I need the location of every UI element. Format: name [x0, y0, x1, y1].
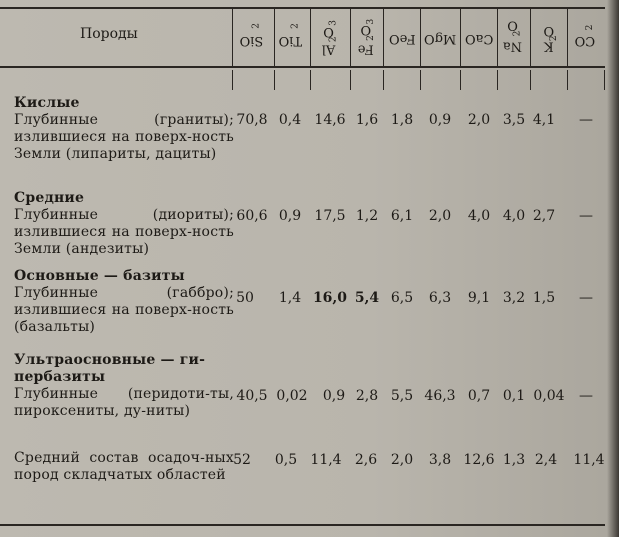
value-cell: 40,5 [236, 388, 268, 404]
value-cell: 2,0 [428, 208, 452, 224]
rock-group-title: Ультраосновные — ги-пербазиты [14, 352, 206, 385]
value-cell: 52 [233, 452, 251, 468]
col-header-cao: CaO [464, 30, 494, 46]
value-cell: 1,2 [355, 208, 379, 224]
value-cell: 16,0 [312, 290, 348, 306]
value-cell: 11,4 [573, 452, 605, 468]
value-cell: 46,3 [424, 388, 456, 404]
value-cell: 17,5 [314, 208, 346, 224]
value-cell: 6,3 [428, 290, 452, 306]
rock-column-header: Породы [80, 26, 138, 42]
value-cell: 6,1 [390, 208, 414, 224]
value-cell: 12,6 [463, 452, 495, 468]
value-cell: 1,4 [278, 290, 302, 306]
rock-group-desc: Глубинные (габбро); излившиеся на поверх-ность (базальты) [14, 285, 234, 335]
col-divider [460, 7, 461, 66]
value-cell: 11,4 [310, 452, 342, 468]
value-cell: 0,4 [278, 112, 302, 128]
col-divider [567, 7, 568, 66]
value-cell: 4,0 [467, 208, 491, 224]
column-tick [460, 70, 461, 90]
column-tick [232, 70, 233, 90]
col-header-k2o: $K_2O$ [543, 22, 559, 54]
value-cell: 0,1 [502, 388, 526, 404]
column-tick [274, 70, 275, 90]
value-cell: 0,9 [322, 388, 346, 404]
col-header-sio2: SiO$_2$ [239, 23, 264, 49]
value-cell: — [579, 290, 593, 306]
rock-row-ultrabasic [14, 352, 234, 420]
rock-row-acid [14, 95, 234, 163]
value-cell: 0,5 [274, 452, 298, 468]
column-tick [350, 70, 351, 90]
col-header-na2o: $Na_2O$ [503, 18, 523, 54]
column-tick [604, 70, 605, 90]
value-cell: 2,7 [532, 208, 556, 224]
value-cell: 70,8 [236, 112, 268, 128]
rock-group-title: Средние [14, 190, 85, 206]
value-cell: 3,8 [428, 452, 452, 468]
rock-group-desc: Средний состав осадоч-ных пород складчатых областей [14, 450, 234, 483]
value-cell: 2,0 [390, 452, 414, 468]
value-cell: 3,2 [502, 290, 526, 306]
col-divider [350, 7, 351, 66]
rock-group-desc: Глубинные (диориты); излившиеся на поверх-ность Земли (андезиты) [14, 207, 234, 257]
col-divider [232, 7, 233, 66]
col-divider [274, 7, 275, 66]
col-divider [420, 7, 421, 66]
col-divider [383, 7, 384, 66]
col-divider [310, 7, 311, 66]
value-cell: 2,6 [354, 452, 378, 468]
rock-row-intermediate [14, 190, 234, 258]
value-cell: — [579, 388, 593, 404]
value-cell: 1,5 [532, 290, 556, 306]
rock-row-basic [14, 268, 234, 336]
value-cell: 5,4 [354, 290, 380, 306]
col-header-fe2o3: $Fe_2O_3$ [357, 18, 376, 57]
value-cell: 2,0 [467, 112, 491, 128]
rock-group-desc: Глубинные (перидоти-ты, пироксениты, ду-ниты) [14, 386, 234, 419]
value-cell: — [579, 112, 593, 128]
value-cell: 1,6 [355, 112, 379, 128]
column-tick [383, 70, 384, 90]
rock-group-desc: Глубинные (граниты); излившиеся на поверх-ность Земли (липариты, дациты) [14, 112, 234, 162]
value-cell: 4,0 [502, 208, 526, 224]
value-cell: 0,04 [533, 388, 565, 404]
value-cell: 1,3 [502, 452, 526, 468]
value-cell: 3,5 [502, 112, 526, 128]
column-tick [310, 70, 311, 90]
value-cell: 0,9 [278, 208, 302, 224]
rock-row-sedimentary-average [14, 450, 234, 484]
value-cell: 2,8 [355, 388, 379, 404]
col-header-tio2: TiO$_2$ [278, 23, 303, 49]
value-cell: 60,6 [236, 208, 268, 224]
value-cell: 1,8 [390, 112, 414, 128]
rock-group-title: Основные — базиты [14, 268, 185, 284]
col-header-co2: $CO_2$ [574, 24, 596, 49]
value-cell: 0,02 [276, 388, 308, 404]
column-tick [567, 70, 568, 90]
value-cell: — [579, 208, 593, 224]
value-cell: 14,6 [314, 112, 346, 128]
value-cell: 6,5 [390, 290, 414, 306]
table-bottom-rule [0, 524, 605, 526]
value-cell: 9,1 [467, 290, 491, 306]
col-header-mgo: MgO [423, 30, 457, 46]
rock-group-title: Кислые [14, 95, 80, 111]
table-top-rule [0, 7, 605, 9]
value-cell: 5,5 [390, 388, 414, 404]
col-header-al2o3: $Al_2O_3$ [321, 20, 339, 57]
value-cell: 0,9 [428, 112, 452, 128]
column-tick [420, 70, 421, 90]
value-cell: 0,7 [467, 388, 491, 404]
value-cell: 2,4 [534, 452, 558, 468]
column-tick [530, 70, 531, 90]
col-divider [530, 7, 531, 66]
header-bottom-rule [0, 66, 605, 68]
col-header-feo: FeO [388, 30, 416, 46]
value-cell: 4,1 [532, 112, 556, 128]
column-tick [497, 70, 498, 90]
value-cell: 50 [236, 290, 254, 306]
col-divider [497, 7, 498, 66]
